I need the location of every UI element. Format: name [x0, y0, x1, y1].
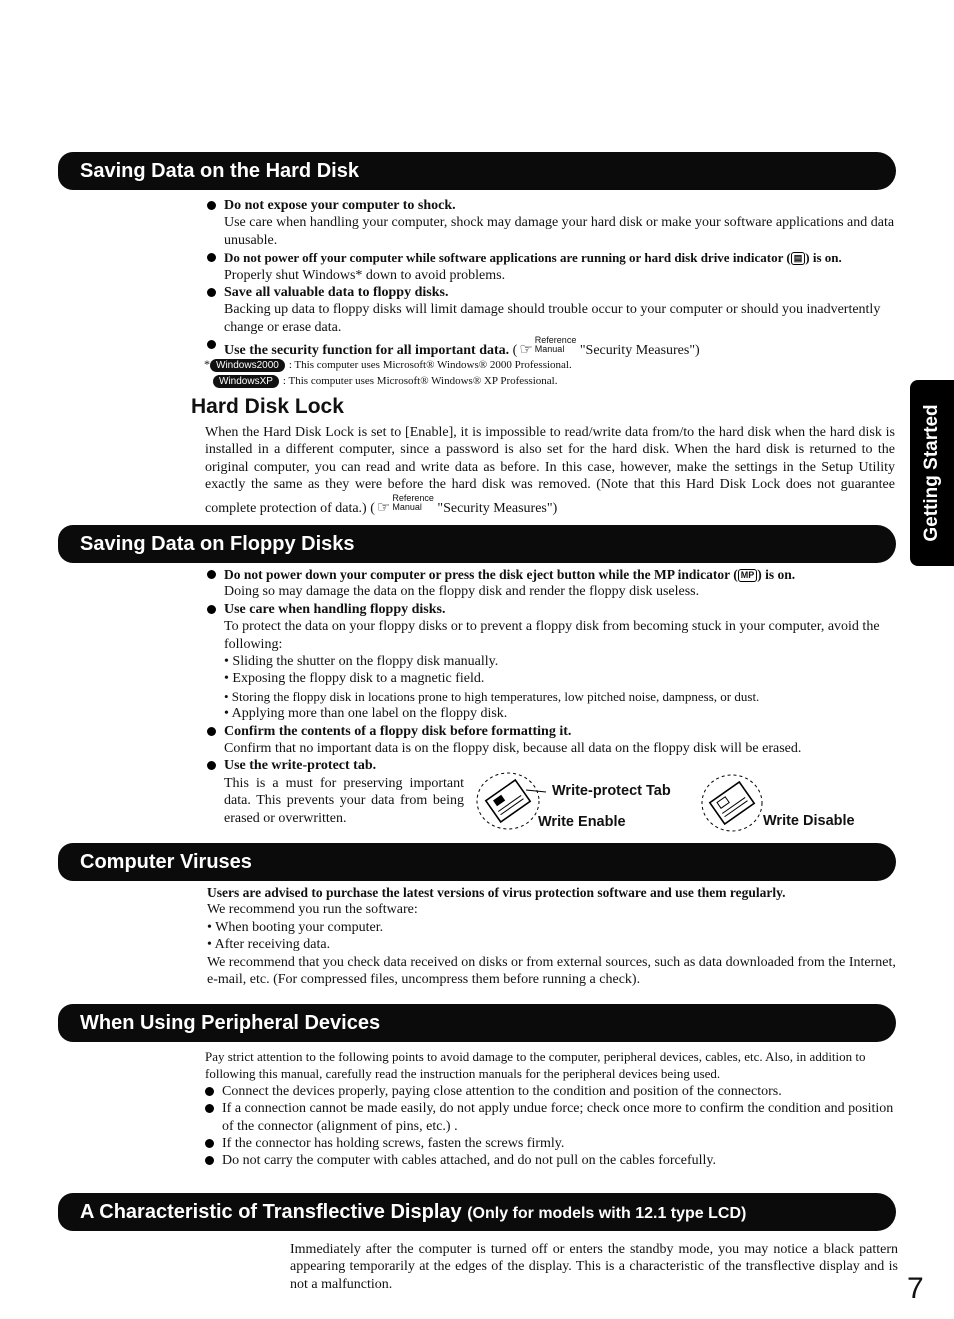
- note-text: This computer uses Microsoft® Windows® 2000 Professional.: [294, 359, 572, 371]
- bullet-heading: Use the write-protect tab.: [207, 757, 899, 774]
- list-item: • Sliding the shutter on the floppy disk manually.: [224, 654, 499, 670]
- hard-disk-section-body: [207, 197, 897, 360]
- bullet-text: Properly shut Windows* down to avoid problems.: [224, 267, 506, 283]
- section-title: A Characteristic of Transflective Display: [80, 1201, 462, 1223]
- section-title: Saving Data on the Hard Disk: [80, 160, 359, 182]
- paragraph: We recommend you run the software:: [207, 902, 418, 918]
- paragraph: We recommend that you check data received on disks or from external sources, such as data downloaded from the Internet, e-mail, etc. (For compressed files, uncompress them before running a check).: [207, 954, 896, 988]
- list-item: • Applying more than one label on the floppy disk.: [224, 706, 508, 722]
- bullet-heading: Confirm the contents of a floppy disk before formatting it.: [207, 723, 899, 740]
- section-bar-peripheral: [58, 1004, 896, 1042]
- list-item: Do not carry the computer with cables attached, and do not pull on the cables forcefully.: [205, 1152, 897, 1169]
- bullet-heading: Save all valuable data to floppy disks.: [207, 284, 897, 301]
- hard-disk-indicator-icon: ▤: [791, 252, 806, 265]
- bullet-text: Confirm that no important data is on the floppy disk, because all data on the floppy disk will be erased.: [224, 741, 802, 757]
- windows-notes: * Windows2000 : This computer uses Microsoft® Windows® 2000 Professional. WindowsXP : This computer uses Microsoft® Windows® XP Professional.: [204, 357, 572, 387]
- list-item: • Storing the floppy disk in locations prone to high temperatures, low pitched noise, dampness, or dust.: [224, 688, 760, 704]
- windows2000-badge: Windows2000: [210, 359, 285, 372]
- bullet-text: To protect the data on your floppy disks or to prevent a floppy disk from becoming stuck in your computer, avoid the following:: [224, 619, 880, 652]
- page-number: 7: [907, 1272, 924, 1305]
- bullet-text: Backing up data to floppy disks will limit damage should trouble occur to your computer or should you inadvertently change or erase data.: [224, 302, 881, 335]
- list-item: Connect the devices properly, paying close attention to the condition and position of the connectors.: [205, 1083, 897, 1100]
- reference-hand-icon: ☞: [376, 499, 391, 516]
- side-tab-label: Getting Started: [921, 404, 942, 542]
- bullet-heading: Do not power off your computer while software applications are running or hard disk drive indicator ( ▤ ) is on.: [207, 249, 897, 266]
- peripheral-section-body: [205, 1048, 897, 1170]
- section-bar-transflective: [58, 1193, 896, 1231]
- bullet-text: Doing so may damage the data on the floppy disk and render the floppy disk useless.: [224, 584, 700, 600]
- windowsxp-badge: WindowsXP: [213, 375, 279, 388]
- viruses-section-body: [207, 884, 899, 988]
- write-protect-text: This is a must for preserving important data. This prevents your data from being erased or overwritten.: [224, 776, 464, 826]
- section-bar-floppy: [58, 525, 896, 563]
- bullet-heading: Do not power down your computer or press the disk eject button while the MP indicator ( MP ) is on.: [207, 566, 899, 583]
- section-title: When Using Peripheral Devices: [80, 1012, 381, 1034]
- bullet-heading: Use care when handling floppy disks.: [207, 601, 899, 618]
- bullet-heading: Do not expose your computer to shock.: [207, 197, 897, 214]
- list-item: If the connector has holding screws, fasten the screws firmly.: [205, 1135, 897, 1152]
- bullet-text: Use care when handling your computer, shock may damage your hard disk or make your software applications and data unusable.: [224, 215, 895, 248]
- bullet-heading: Use the security function for all important data. ( ☞Reference Manual "Security Measures"): [207, 336, 897, 359]
- side-tab-getting-started: [910, 380, 954, 566]
- write-enable-label: Write Enable: [538, 814, 626, 830]
- lead-text: Users are advised to purchase the latest versions of virus protection software and use them regularly.: [207, 885, 786, 900]
- reference-hand-icon: ☞: [519, 342, 533, 359]
- list-item: • Exposing the floppy disk to a magnetic field.: [224, 671, 485, 687]
- list-item: • After receiving data.: [207, 937, 331, 953]
- list-item: If a connection cannot be made easily, do not apply undue force; check once more to confirm the condition and position of the connector (alignment of pins, etc.) .: [205, 1100, 897, 1135]
- note-text: This computer uses Microsoft® Windows® XP Professional.: [288, 375, 558, 387]
- mp-indicator-icon: MP: [738, 569, 758, 582]
- transflective-text: Immediately after the computer is turned off or enters the standby mode, you may notice a black pattern appearing temporarily at the edges of the display. This is a characteristic of the transflective display and is not a malfunction.: [290, 1242, 898, 1292]
- section-title: Computer Viruses: [80, 851, 252, 873]
- write-protect-tab-label: Write-protect Tab: [552, 783, 671, 799]
- write-disable-label: Write Disable: [763, 813, 855, 829]
- section-subtitle: (Only for models with 12.1 type LCD): [467, 1205, 747, 1222]
- list-item: • When booting your computer.: [207, 919, 384, 935]
- reference-manual-mark: Reference Manual: [534, 335, 577, 355]
- section-bar-viruses: [58, 843, 896, 881]
- floppy-write-disable-illustration: [698, 772, 768, 834]
- paragraph: Pay strict attention to the following points to avoid damage to the computer, peripheral devices, cables, etc. Also, in addition to following this manual, carefully read the instruction manuals for the peripheral devices being used.: [205, 1049, 866, 1082]
- floppy-section-body: [207, 566, 899, 775]
- subheading-hard-disk-lock: Hard Disk Lock: [191, 395, 344, 418]
- hard-disk-lock-text: When the Hard Disk Lock is set to [Enable], it is impossible to read/write data from/to the hard disk when the hard disk is installed in a different computer, since a password is also set for the hard disk. When the hard disk is returned to the original computer, you can read and write data as before. In this case, however, make the settings in the Setup Utility exactly the same as they were before the hard disk was removed. (Note that this Hard Disk Lock does not guarantee complete protection of data.) ( ☞Reference Manual "Security Measures"): [205, 425, 895, 516]
- section-bar-hard-disk: [58, 152, 896, 190]
- reference-manual-mark: Reference Manual: [392, 492, 434, 512]
- section-title: Saving Data on Floppy Disks: [80, 533, 355, 555]
